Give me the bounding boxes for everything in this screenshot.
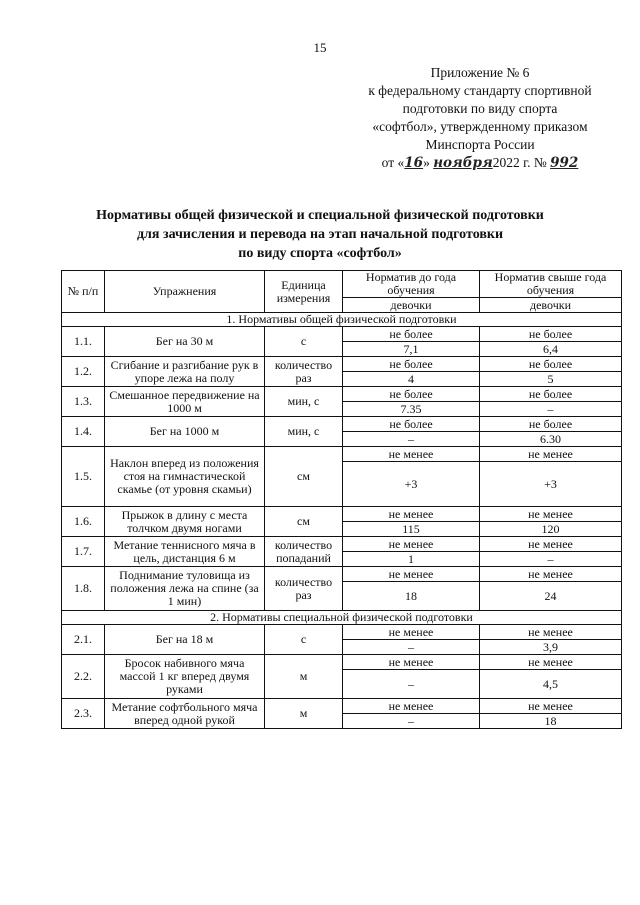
row-value: – [480,402,622,417]
date-month: ноября [433,155,493,171]
section-row [62,611,622,625]
row-unit: с [265,327,343,357]
title-line: по виду спорта «софтбол» [238,246,402,261]
appendix-title: Приложение № 6 [430,65,530,80]
row-condition: не менее [343,567,480,582]
row-num: 1.4. [62,417,105,447]
row-condition: не менее [343,507,480,522]
header-girls: девочки [343,298,480,313]
row-condition: не более [480,387,622,402]
row-value: 18 [343,582,480,611]
row-num: 1.2. [62,357,105,387]
row-condition: не менее [343,447,480,462]
row-value: +3 [480,462,622,507]
row-unit: с [265,625,343,655]
row-exercise: Наклон вперед из положения стоя на гимнастической скамье (от уровня скамьи) [105,447,265,507]
row-value: 7.35 [343,402,480,417]
row-exercise: Метание софтбольного мяча вперед одной рукой [105,699,265,729]
row-value: 6,4 [480,342,622,357]
row-value: 3,9 [480,640,622,655]
row-value: 1 [343,552,480,567]
table-row [62,699,622,714]
row-condition: не менее [343,655,480,670]
row-condition: не менее [343,625,480,640]
row-condition: не менее [480,567,622,582]
row-value: 120 [480,522,622,537]
row-value: 4,5 [480,670,622,699]
table-row [62,417,622,432]
row-num: 1.6. [62,507,105,537]
row-unit: мин, с [265,417,343,447]
row-num: 2.2. [62,655,105,699]
appendix-line: подготовки по виду спорта [402,101,558,116]
table-row [62,357,622,372]
appendix-line: к федеральному стандарту спортивной [368,83,592,98]
row-exercise: Бросок набивного мяча массой 1 кг вперед двумя руками [105,655,265,699]
norms-table-body [62,313,622,729]
row-value: – [343,432,480,447]
row-value: 24 [480,582,622,611]
row-condition: не более [480,327,622,342]
table-row [62,447,622,462]
header-num: № п/п [62,271,105,313]
row-exercise: Сгибание и разгибание рук в упоре лежа на полу [105,357,265,387]
row-value: 7,1 [343,342,480,357]
row-condition: не менее [480,507,622,522]
section-row [62,313,622,327]
row-condition: не менее [480,699,622,714]
row-condition: не менее [480,537,622,552]
row-condition: не менее [480,625,622,640]
row-unit: количество раз [265,567,343,611]
title-line: для зачисления и перевода на этап начальной подготовки [136,227,504,242]
row-value: 18 [480,714,622,729]
appendix-line: Минспорта России [425,137,535,152]
document-title [60,206,580,263]
row-num: 1.8. [62,567,105,611]
title-line: Нормативы общей физической и специальной физической подготовки [96,208,544,223]
row-condition: не более [343,387,480,402]
section-title: 2. Нормативы специальной физической подготовки [62,611,622,625]
row-condition: не более [480,357,622,372]
appendix-block [330,64,630,172]
header-exercise: Упражнения [105,271,265,313]
appendix-line: «софтбол», утвержденному приказом [372,119,588,134]
row-condition: не более [343,327,480,342]
date-prefix: от « [381,155,405,170]
row-condition: не более [343,417,480,432]
row-condition: не более [343,357,480,372]
date-year: 2022 г. № [492,155,547,170]
row-unit: м [265,655,343,699]
table-row [62,567,622,582]
row-exercise: Бег на 30 м [105,327,265,357]
header-norm-up-to-year: Норматив до года обучения [343,271,480,298]
row-exercise: Поднимание туловища из положения лежа на спине (за 1 мин) [105,567,265,611]
row-condition: не менее [343,537,480,552]
table-row [62,625,622,640]
row-exercise: Бег на 18 м [105,625,265,655]
row-num: 2.1. [62,625,105,655]
row-unit: количество раз [265,357,343,387]
row-num: 1.1. [62,327,105,357]
row-value: +3 [343,462,480,507]
section-title: 1. Нормативы общей физической подготовки [62,313,622,327]
row-condition: не более [480,417,622,432]
row-value: – [480,552,622,567]
row-num: 1.5. [62,447,105,507]
row-exercise: Прыжок в длину с места толчком двумя ногами [105,507,265,537]
row-value: 6.30 [480,432,622,447]
order-number: 992 [550,155,579,171]
header-girls: девочки [480,298,622,313]
table-row [62,327,622,342]
row-unit: см [265,507,343,537]
date-mid: » [423,155,430,170]
row-value: 115 [343,522,480,537]
row-num: 1.3. [62,387,105,417]
header-norm-over-year: Норматив свыше года обучения [480,271,622,298]
row-num: 1.7. [62,537,105,567]
page-number: 15 [313,40,327,55]
row-value: 4 [343,372,480,387]
row-exercise: Смешанное передвижение на 1000 м [105,387,265,417]
row-unit: мин, с [265,387,343,417]
row-condition: не менее [480,655,622,670]
row-value: – [343,640,480,655]
row-value: – [343,670,480,699]
row-unit: см [265,447,343,507]
row-unit: количество попаданий [265,537,343,567]
order-date-line [330,154,630,172]
header-unit: Единица измерения [265,271,343,313]
row-num: 2.3. [62,699,105,729]
row-exercise: Метание теннисного мяча в цель, дистанция 6 м [105,537,265,567]
table-row [62,387,622,402]
row-exercise: Бег на 1000 м [105,417,265,447]
norms-table [61,270,622,729]
row-value: 5 [480,372,622,387]
table-row [62,507,622,522]
row-condition: не менее [480,447,622,462]
date-day: 16 [404,155,424,171]
row-condition: не менее [343,699,480,714]
table-row [62,537,622,552]
row-unit: м [265,699,343,729]
row-value: – [343,714,480,729]
table-row [62,655,622,670]
